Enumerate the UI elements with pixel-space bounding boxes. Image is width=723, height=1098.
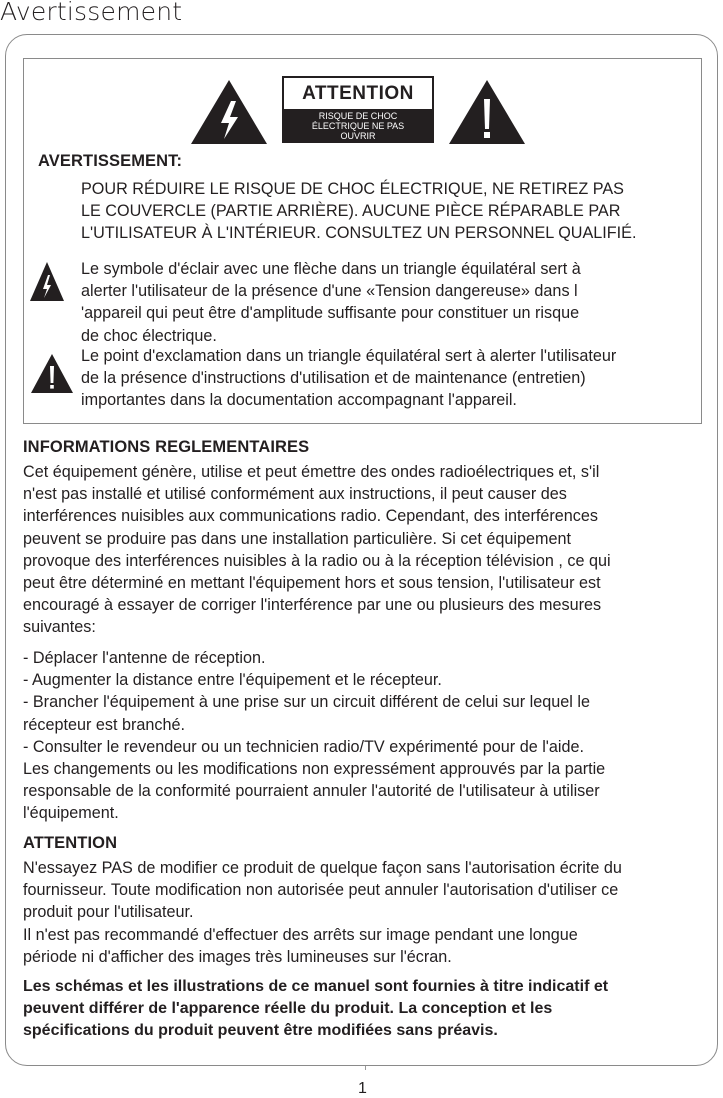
lightning-description: Le symbole d'éclair avec une flèche dans un triangle équilatéral sert à alerter l'utilisateur de la présence d'une «Tension dangereuse» dans l 'appareil qui peut être d'amplitude suffisante pour constituer un risque de choc électrique.: [81, 260, 581, 345]
regulatory-measures: - Déplacer l'antenne de réception. - Augmenter la distance entre l'équipement et le récepteur. - Brancher l'équipement à une prise sur un circuit différent de celui sur lequel le récepteur est branché. - Consulter le revendeur ou un technicien radio/TV expérimenté pour de l'aide. Les changements ou les modifications non expressément approuvés par la partie responsable de la conformité pourraient annuler l'autorité de l'utilisateur à utiliser l'équipement.: [23, 649, 606, 823]
disclaimer-notice: Les schémas et les illustrations de ce manuel sont fournies à titre indicatif et peuvent différer de l'apparence réelle du produit. La conception et les spécifications du produit peuvent être modifiées sans préavis.: [23, 978, 609, 1040]
warning-heading: AVERTISSEMENT:: [38, 152, 183, 170]
regulatory-heading: INFORMATIONS REGLEMENTAIRES: [23, 438, 310, 456]
regulatory-text: Cet équipement génère, utilise et peut émettre des ondes radioélectriques et, s'il n'est pas installé et utilisé conformément aux instructions, il peut causer des interférences nuisibles aux communications radio. Cependant, des interférences peuvent se produire pas dans une installation particulière. Si cet équipement provoque des interférences nuisibles à la radio ou à la réception télévision , ce qui peut être déterminé en mettant l'équipement hors et sous tension, l'utilisateur est encouragé à essayer de corriger l'interférence par une ou plusieurs des mesures suivantes:: [23, 463, 611, 637]
exclamation-triangle-icon: [448, 79, 526, 145]
attention-text: N'essayez PAS de modifier ce produit de quelque façon sans l'autorisation écrite du fournisseur. Toute modification non autorisée peut annuler l'autorisation d'utiliser ce produit pour l'utilisateur. Il n'est pas recommandé d'effectuer des arrêts sur image pendant une longue période ni d'afficher des images très lumineuses sur l'écran.: [23, 859, 622, 966]
attention-heading: ATTENTION: [23, 834, 118, 852]
page-title: Avertissement: [0, 0, 183, 26]
exclamation-description: Le point d'exclamation dans un triangle équilatéral sert à alerter l'utilisateur de la présence d'instructions d'utilisation et de maintenance (entretien) importantes dans la documentation accompagnant l'appareil.: [81, 347, 617, 410]
warning-caps-text: POUR RÉDUIRE LE RISQUE DE CHOC ÉLECTRIQUE, NE RETIREZ PAS LE COUVERCLE (PARTIE ARRIÈRE). AUCUNE PIÈCE RÉPARABLE PAR L'UTILISATEUR À L'INTÉRIEUR. CONSULTEZ UN PERSONNEL QUALIFIÉ.: [81, 180, 637, 243]
divider-tick: [365, 1066, 366, 1070]
attention-label: [282, 76, 434, 143]
attention-label-subtext: RISQUE DE CHOC ÉLECTRIQUE NE PAS OUVRIR: [311, 111, 405, 141]
lightning-triangle-icon: [190, 79, 268, 145]
attention-label-title: ATTENTION: [284, 78, 432, 109]
exclamation-symbol-icon: [30, 353, 74, 394]
page-number: 1: [358, 1080, 367, 1097]
lightning-symbol-icon: [29, 261, 65, 302]
